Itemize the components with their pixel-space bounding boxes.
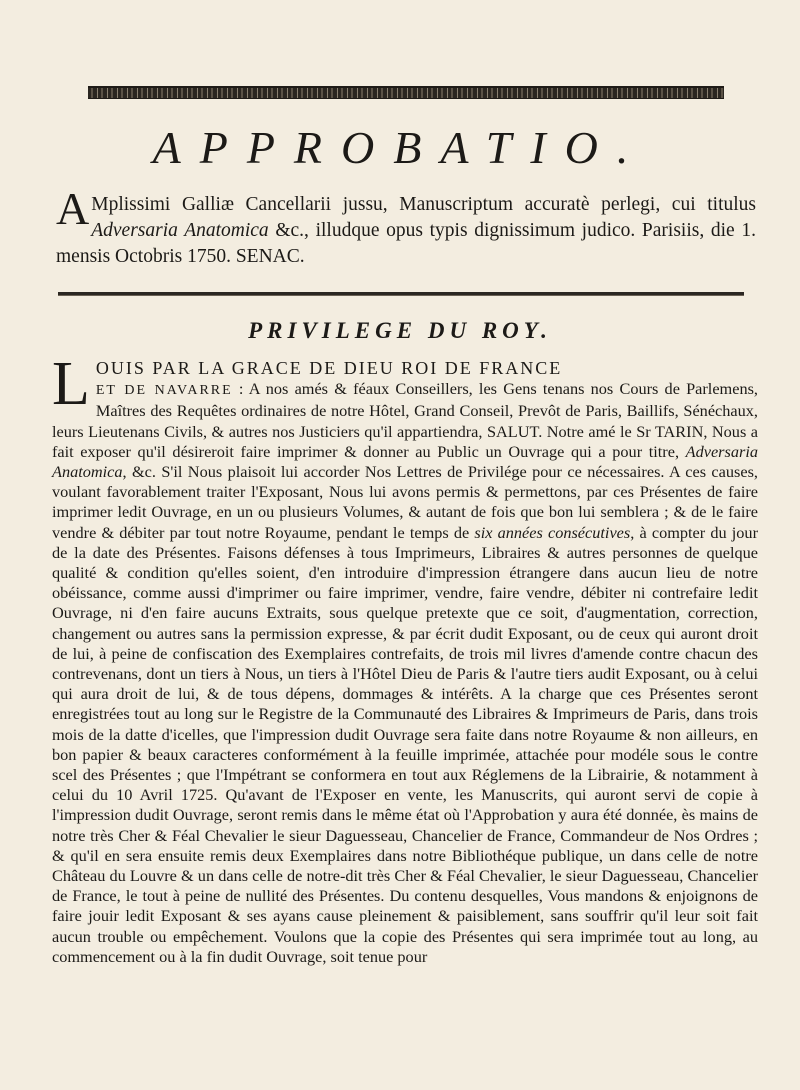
ornamental-border — [88, 86, 724, 99]
privilege-heading: PRIVILEGE DU ROY. — [248, 318, 552, 343]
section-divider — [58, 292, 744, 296]
privilege-dropcap: L — [52, 350, 90, 418]
privilege-paragraph — [52, 350, 758, 967]
approbatio-text-end: &c., illudque opus typis dignissimum judico. Parisiis, die 1. mensis Octobris 1750. SENAC. — [56, 220, 756, 267]
privilege-opening-caps: OUIS PAR LA GRACE DE DIEU ROI DE FRANCE — [95, 358, 563, 378]
approbatio-dropcap: A — [56, 183, 90, 234]
privilege-opening-small: ET DE NAVARRE — [95, 383, 233, 399]
privilege-italic-phrase: Adversaria Anatomica — [52, 441, 758, 482]
privilege-italic-phrase: six années consécutives — [474, 522, 631, 542]
privilege-text-segment: , &c. S'il Nous plaisoit lui accorder Nos Lettres de Privilége pour ce nécessaires. A ces causes, voulant favorablement traiter l'Exposant, Nous lui avons permis & permettons, par ces Présentes de faire imprimer ledit Ouvrage, en un ou plusieurs Volumes, & autant de fois que bon lui semblera ; & de le faire vendre & débiter par tout notre Royaume, pendant le temps de — [52, 462, 758, 542]
privilege-text-segment: , à compter du jour de la date des Présentes. Faisons défenses à tous Imprimeurs, Libraires & autres personnes de quelque qualité & condition qu'elles soient, d'en introduire d'impression étrangere dans aucun lieu de notre obéissance, comme aussi d'imprimer ou faire imprimer, vendre, faire vendre, débiter ni contrefaire ledit Ouvrage, ni d'en faire aucuns Extraits, sous quelque pretexte que ce soit, d'augmentation, correction, changement ou autres sans la permission expresse, & par écrit dudit Exposant, ou de ceux qui auront droit de lui, à peine de confiscation des Exemplaires contrefaits, de trois mil livres d'amende contre chacun des contrevenans, dont un tiers à Nous, un tiers à l'Hôtel Dieu de Paris & l'autre tiers audit Exposant, ou à celui qui aura droit de lui, & de tous dépens, dommages & intérêts. A la charge que ces Présentes seront enregistrées tout au long sur le Registre de la Communauté des Libraires & Imprimeurs de Paris, dans trois mois de la datte d'icelles, que l'impression dudit Ouvrage sera faite dans notre Royaume & non ailleurs, en bon papier & beaux caracteres conformément à la feuille imprimée, attachée pour modéle sous le contre scel des Présentes ; que l'Impétrant se conformera en tout aux Réglemens de la Librairie, & notamment à celui du 10 Avril 1725. Qu'avant de l'Exposer en vente, les Manuscrits, qui auront servi de copie à l'impression dudit Ouvrage, seront remis dans le même état où l'Approbation y aura été donnée, ès mains de notre très Cher & Féal Chevalier le sieur Daguesseau, Chancelier de France, Commandeur de Nos Ordres ; & qu'il en sera ensuite remis deux Exemplaires dans notre Bibliothéque publique, un dans celle de notre Château du Louvre & un dans celle de notre-dit très Cher & Féal Chevalier, le sieur Daguesseau, Chancelier de France, le tout à peine de nullité des Présentes. Du contenu desquelles, Vous mandons & enjoignons de faire jouir ledit Exposant & ses ayans cause pleinement & paisiblement, sans souffrir qu'il leur soit fait aucun trouble ou empêchement. Voulons que la copie des Présentes qui sera imprimée tout au long, au commencement ou à la fin dudit Ouvrage, soit tenue pour — [52, 522, 758, 966]
approbatio-paragraph — [56, 183, 756, 270]
approbatio-heading: APPROBATIO. — [152, 122, 648, 173]
approbatio-book-title: Adversaria Anatomica — [91, 220, 269, 241]
approbatio-text-start: Mplissimi Galliæ Cancellarii jussu, Manuscriptum accuratè perlegi, cui titulus — [91, 194, 756, 215]
privilege-text-segment: : A nos amés & féaux Conseillers, les Gens tenans nos Cours de Parlemens, Maîtres des Requêtes ordinaires de notre Hôtel, Grand Conseil, Prevôt de Paris, Baillifs, Sénéchaux, leurs Lieutenans Civils, & autres nos Justiciers qu'il appartiendra, SALUT. Notre amé le Sr TARIN, Nous a fait exposer qu'il désireroit faire imprimer & donner au Public un Ouvrage qui a pour titre, — [52, 379, 758, 461]
privilege-text — [52, 379, 758, 966]
